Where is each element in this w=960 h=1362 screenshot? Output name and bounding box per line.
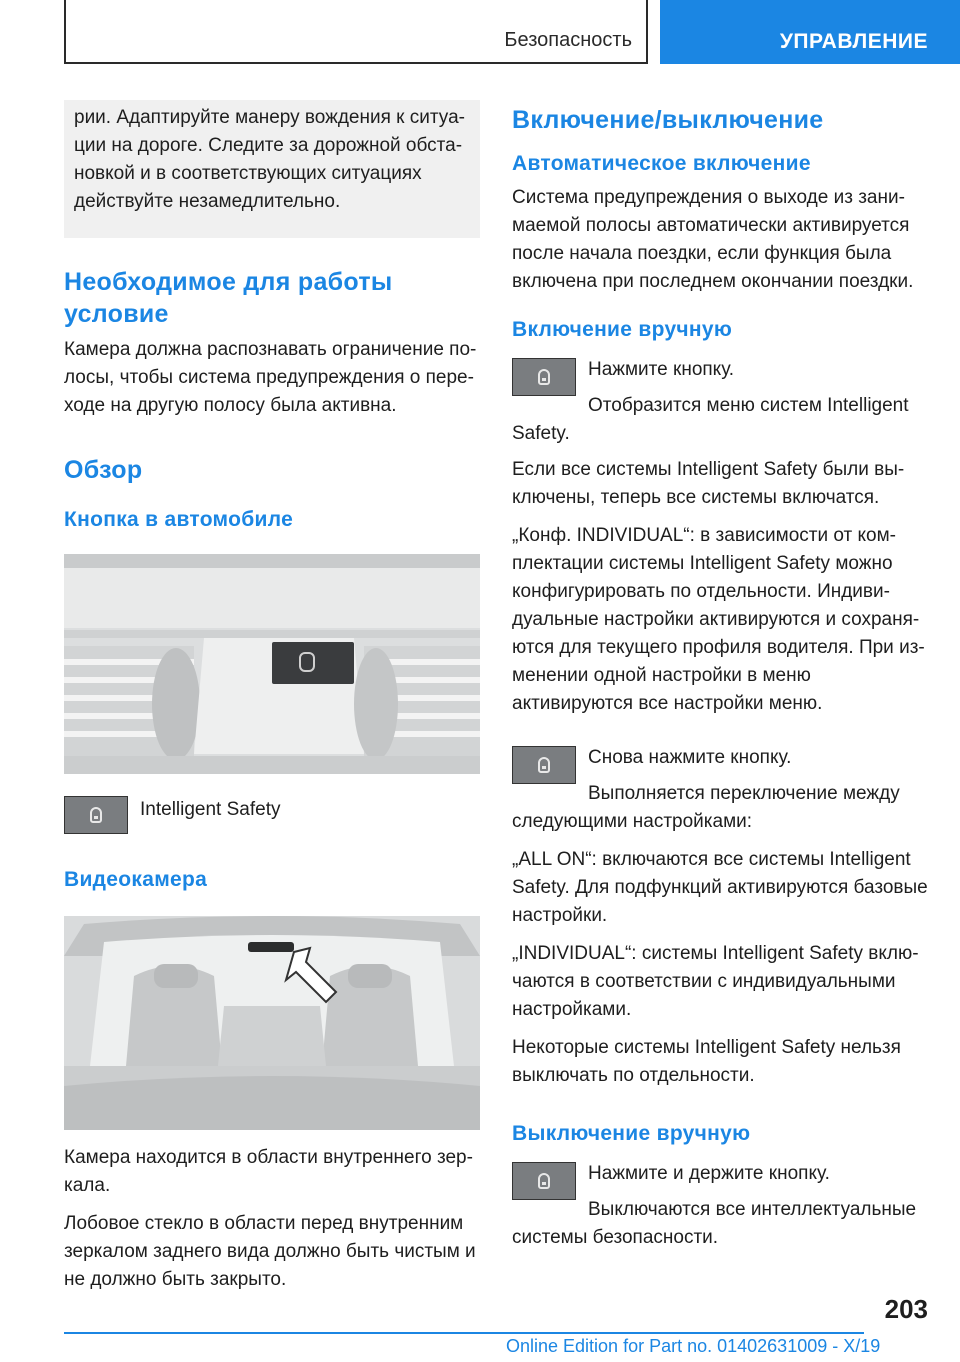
right-column (512, 100, 928, 1252)
individual-mode-text: „INDIVIDUAL“: системы Intelligent Safety включаются в соответствии с индивидуальными настройками. (512, 943, 919, 1020)
button-caption: Intelligent Safety (140, 799, 281, 820)
press-again-step: Снова нажмите кнопку. (588, 747, 792, 768)
manual-off-step-row (512, 1160, 928, 1224)
button-legend-row (64, 796, 480, 860)
dashboard-button-illustration (64, 554, 480, 774)
dashboard-illustration-svg (64, 554, 480, 774)
requirements-heading: Необходимое для работы условие (64, 268, 393, 328)
manual-on-result: Отобразится меню систем Intelligent Safety. (512, 395, 909, 444)
individual-config-text: „Конф. INDIVIDUAL“: в зависимости от комплектации системы Intelligent Safety можно конфигурировать по отдельности. Индивидуальные настройки активируются и сохраняются для текущего профиля водителя. При изменении одной настройки в меню активируются все настройки меню. (512, 525, 925, 714)
manual-on-step-row (512, 356, 928, 420)
manual-on-heading: Включение вручную (512, 318, 733, 341)
toggle-text: Выполняется переключение между следующими настройками: (512, 783, 900, 832)
windshield-clean-text: Лобовое стекло в области перед внутренним зеркалом заднего вида должно быть чистым и не должно быть закрыто. (64, 1213, 476, 1290)
cannot-off-text: Некоторые системы Intelligent Safety нельзя выключать по отдельности. (512, 1037, 901, 1086)
manual-on-step: Нажмите кнопку. (588, 359, 735, 380)
button-heading: Кнопка в автомобиле (64, 508, 294, 531)
footer-rule (64, 1332, 864, 1334)
manual-off-step: Нажмите и держите кнопку. (588, 1163, 830, 1184)
intelligent-safety-icon (512, 1162, 576, 1200)
running-header-section (64, 0, 648, 64)
camera-heading: Видеокамера (64, 868, 208, 891)
running-header-chapter (660, 0, 960, 64)
all-on-text: „ALL ON“: включаются все системы Intelligent Safety. Для подфункций активируются базовые настройки. (512, 849, 928, 926)
edition-text: Online Edition for Part no. 01402631009 - X/19 (506, 1336, 881, 1356)
page-number: 203 (884, 1294, 928, 1324)
interior-illustration-svg (64, 916, 480, 1130)
intelligent-safety-icon (512, 746, 576, 784)
all-off-text: Если все системы Intelligent Safety были выключены, теперь все системы включатся. (512, 459, 905, 508)
interior-camera-illustration (64, 916, 480, 1130)
left-column (64, 100, 480, 1294)
overview-heading: Обзор (64, 456, 143, 484)
auto-on-text: Система предупреждения о выходе из занимаемой полосы автоматически активируется после начала поездки, если функция была включена при последнем окончании поездки. (512, 187, 914, 292)
auto-on-heading: Автоматическое включение (512, 152, 811, 175)
section-title: Безопасность (504, 29, 632, 51)
manual-off-heading: Выключение вручную (512, 1122, 751, 1145)
warning-note-text: рии. Адаптируйте манеру вождения к ситуации на дороге. Следите за дорожной обстановкой и в соответствующих ситуациях действуйте незамедлительно. (74, 107, 465, 212)
warning-note (64, 100, 480, 238)
onoff-heading: Включение/выключение (512, 106, 824, 134)
requirements-text: Камера должна распознавать ограничение полосы, чтобы система предупреждения о переходе на другую полосу была активна. (64, 339, 477, 416)
intelligent-safety-icon (64, 796, 128, 834)
press-again-row (512, 744, 928, 808)
intelligent-safety-icon (512, 358, 576, 396)
manual-off-result: Выключаются все интеллектуальные системы безопасности. (512, 1199, 917, 1248)
camera-location-text: Камера находится в области внутреннего зеркала. (64, 1147, 473, 1196)
chapter-title: УПРАВЛЕНИЕ (779, 30, 928, 53)
